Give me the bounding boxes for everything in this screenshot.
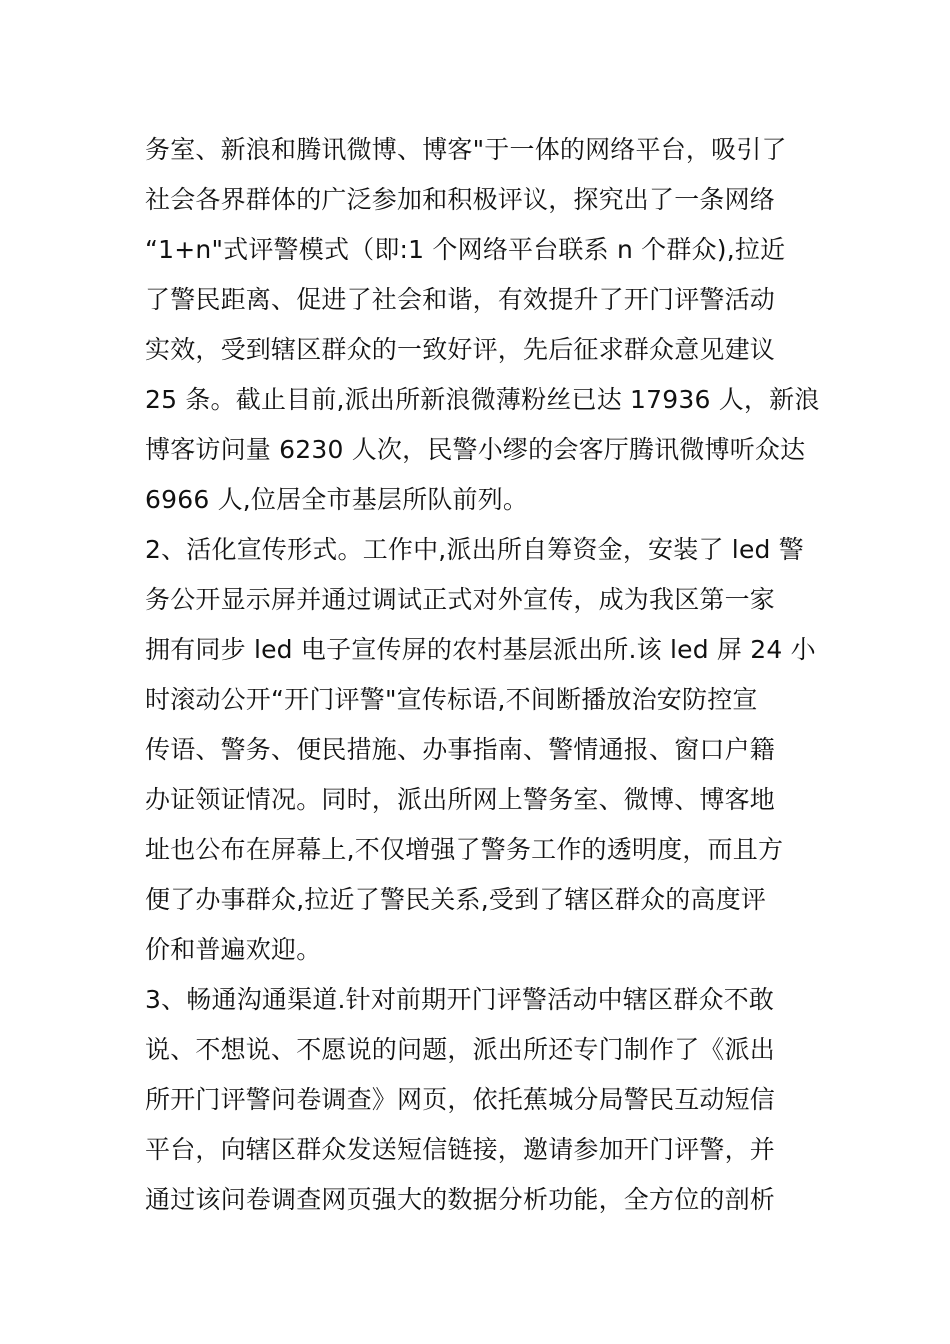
text-line: 平台，向辖区群众发送短信链接，邀请参加开门评警，并 [145,1135,776,1164]
text-line: 所开门评警问卷调查》网页，依托蕉城分局警民互动短信 [145,1085,776,1114]
text-line: 实效，受到辖区群众的一致好评，先后征求群众意见建议 [145,335,776,364]
text-line: 社会各界群体的广泛参加和积极评议，探究出了一条网络 [145,185,776,214]
text-line: 3、畅通沟通渠道.针对前期开门评警活动中辖区群众不敢 [145,985,775,1014]
text-line: 说、不想说、不愿说的问题，派出所还专门制作了《派出 [145,1035,776,1064]
text-line: 6966 人,位居全市基层所队前列。 [145,485,529,514]
text-line: 2、活化宣传形式。工作中,派出所自筹资金，安装了 led 警 [145,535,804,564]
text-line: 办证领证情况。同时，派出所网上警务室、微博、博客地 [145,785,776,814]
text-line: 时滚动公开“开门评警"宣传标语,不间断播放治安防控宣 [145,685,758,714]
text-line: 通过该问卷调查网页强大的数据分析功能，全方位的剖析 [145,1185,776,1214]
text-line: 博客访问量 6230 人次，民警小缪的会客厅腾讯微博听众达 [145,435,806,464]
text-line: 拥有同步 led 电子宣传屏的农村基层派出所.该 led 屏 24 小 [145,635,816,664]
text-line: “1+n"式评警模式（即:1 个网络平台联系 n 个群众),拉近 [145,235,786,264]
text-line: 务室、新浪和腾讯微博、博客"于一体的网络平台，吸引了 [145,135,787,164]
text-line: 传语、警务、便民措施、办事指南、警情通报、窗口户籍 [145,735,776,764]
text-line: 址也公布在屏幕上,不仅增强了警务工作的透明度，而且方 [145,835,784,864]
text-line: 25 条。截止目前,派出所新浪微薄粉丝已达 17936 人，新浪 [145,385,820,414]
text-line: 务公开显示屏并通过调试正式对外宣传，成为我区第一家 [145,585,776,614]
text-line: 便了办事群众,拉近了警民关系,受到了辖区群众的高度评 [145,885,767,914]
text-line: 了警民距离、促进了社会和谐，有效提升了开门评警活动 [145,285,776,314]
text-line: 价和普遍欢迎。 [145,935,322,964]
